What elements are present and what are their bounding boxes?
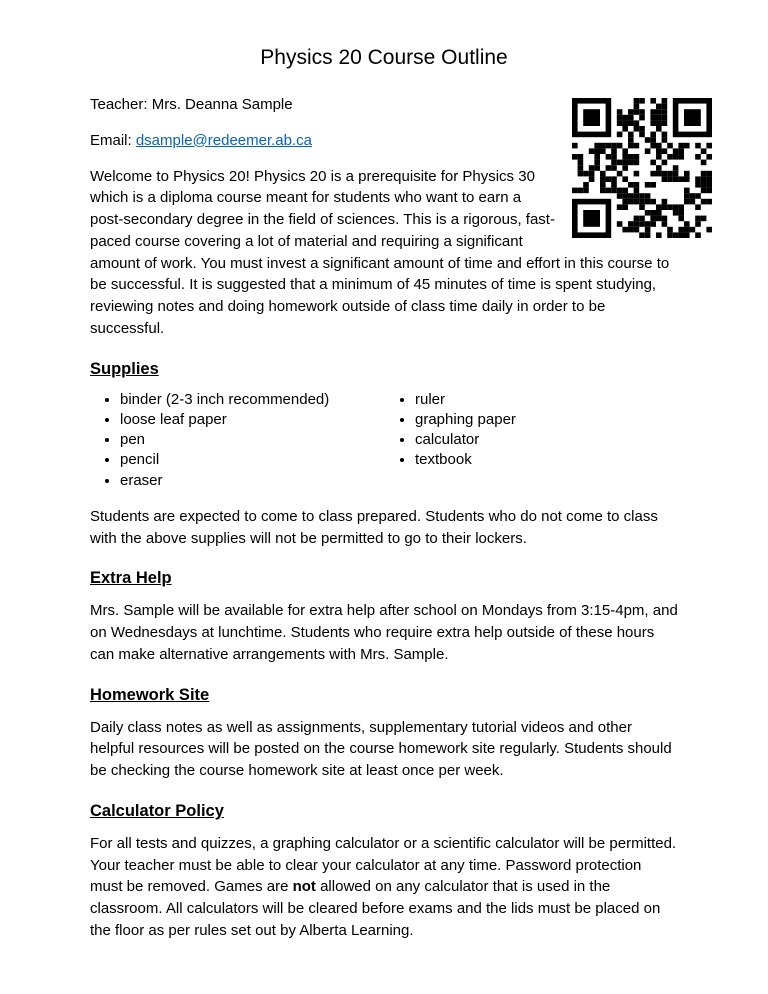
calculator-policy-heading: Calculator Policy xyxy=(90,801,224,820)
supplies-lists xyxy=(90,391,678,492)
calculator-policy-text-after: allowed on any calculator that is used in the classroom. All calculators will be cleared before exams and the lids must be placed on the floor as per rules set out by Alberta Learning. xyxy=(90,878,661,939)
list-item: • eraser xyxy=(120,472,385,490)
supplies-heading: Supplies xyxy=(90,359,159,378)
supplies-list-right xyxy=(385,391,678,492)
qr-code-image xyxy=(572,98,712,238)
list-item: • binder (2-3 inch recommended) xyxy=(120,391,385,409)
supplies-note: Students are expected to come to class prepared. Students who do not come to class with the above supplies will not be permitted to go to their lockers. xyxy=(90,507,658,547)
extra-help-body: Mrs. Sample will be available for extra help after school on Mondays from 3:15-4pm, and on Wednesdays at lunchtime. Students who require extra help outside of these hours can make alternative arrangements with Mrs. Sample. xyxy=(90,602,678,663)
list-item: • textbook xyxy=(415,451,678,469)
extra-help-heading: Extra Help xyxy=(90,569,172,588)
calculator-policy-bold-word: not xyxy=(292,878,316,896)
welcome-paragraph: Welcome to Physics 20! Physics 20 is a prerequisite for Physics 30 which is a diploma course meant for students who want to earn a post-secondary degree in the field of sciences. This is a rigorous, fast-paced course covering a lot of material and requiring a significant amount of work. You must invest a significant amount of time and effort in this course to be successful. It is suggested that a minimum of 45 minutes of time is spent studying, reviewing notes and doing homework outside of class time daily in order to be successful. xyxy=(90,167,670,337)
list-item: • calculator xyxy=(415,431,678,449)
list-item: • graphing paper xyxy=(415,411,678,429)
list-item: • pencil xyxy=(120,451,385,469)
homework-site-heading: Homework Site xyxy=(90,685,210,704)
teacher-line: Teacher: Mrs. Deanna Sample xyxy=(90,96,293,113)
email-link[interactable]: dsample@redeemer.ab.ca xyxy=(135,131,312,149)
supplies-list-left xyxy=(90,391,385,492)
homework-site-body: Daily class notes as well as assignments, supplementary tutorial videos and other helpful resources will be posted on the course homework site regularly. Students should be checking the course homework site at least once per week. xyxy=(90,718,672,780)
list-item: • pen xyxy=(120,431,385,449)
page-title: Physics 20 Course Outline xyxy=(260,46,508,69)
list-item: • ruler xyxy=(415,391,678,409)
email-label: Email: xyxy=(90,131,136,149)
list-item: • loose leaf paper xyxy=(120,411,385,429)
calculator-policy-body xyxy=(90,833,678,942)
calculator-policy-text-before: For all tests and quizzes, a graphing calculator or a scientific calculator will be permitted. Your teacher must be able to clear your calculator at any time. Password protection must be removed. Games are xyxy=(90,834,677,896)
